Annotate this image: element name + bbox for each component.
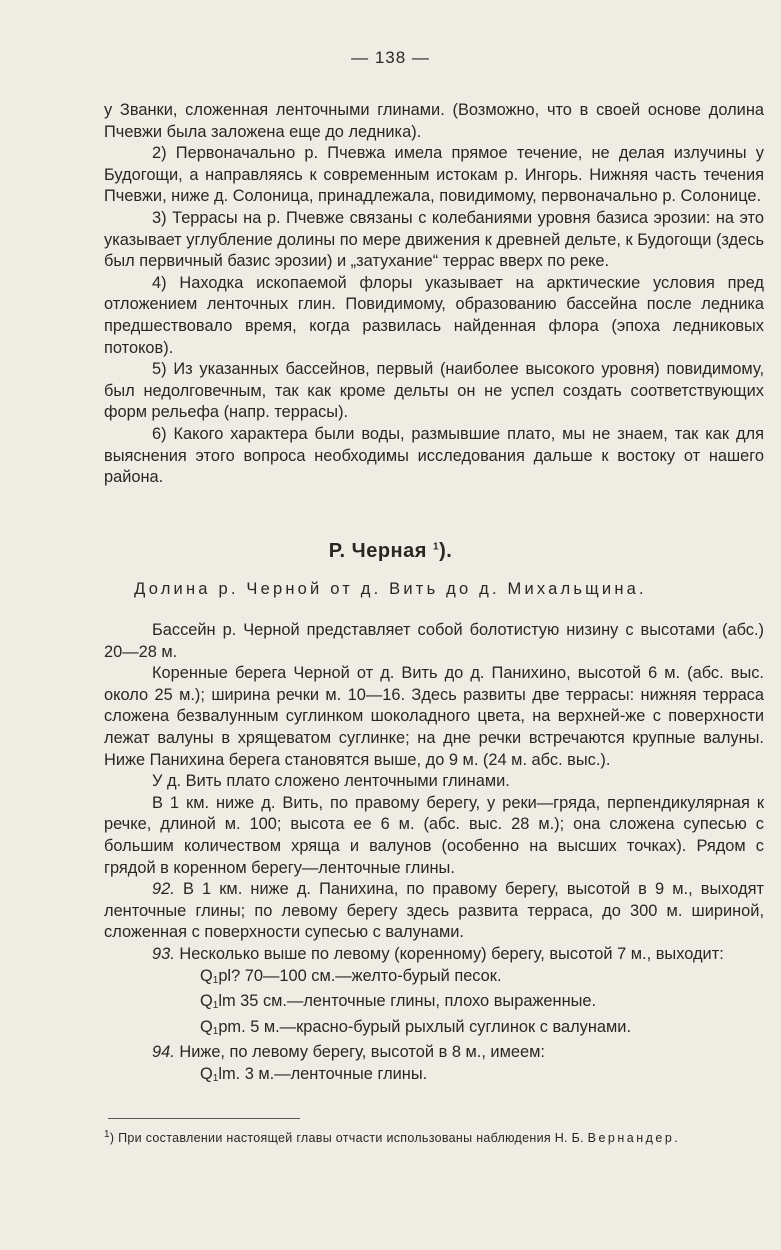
body-paragraph-basin: Бассейн р. Черной представляет собой болотистую низину с высотами (абс.) 20—28 м. xyxy=(104,621,764,661)
conclusion-item-4: 4) Находка ископаемой флоры указывает на арктические условия пред отложением ленточных глин. Повидимому, образованию бассейна после ледника предшествовало время, когда развилась найденная флора (эпоха ледниковых потоков). xyxy=(104,273,764,357)
layer-description: 70—100 см.—желто-бурый песок. xyxy=(240,966,502,985)
section-body xyxy=(104,620,764,1089)
layer-description: 35 см.—ленточные глины, плохо выраженные. xyxy=(235,992,597,1011)
conclusions-list xyxy=(104,100,764,489)
section-layer-3: $Q_1pm$. 5 м.—красно-бурый рыхлый суглинок с валунами. xyxy=(200,1017,632,1037)
layer-code: pl? xyxy=(218,966,241,985)
footnote-text: ) При составлении настоящей главы отчасти использованы наблюдения Н. Б. xyxy=(109,1131,588,1146)
page-number: — 138 — xyxy=(351,48,430,67)
body-paragraph-ridge: В 1 км. ниже д. Вить, по правому берегу, у реки—гряда, перпендикулярная к речке, длиной м. 100; высота ее 6 м. (абс. выс. 28 м.); она сложена супесью с большим количеством хряща и валунов (особенно на высших точках). Рядом с грядой в коренном берегу—ленточные глины. xyxy=(104,793,764,877)
section-subtitle: Долина р. Черной от д. Вить до д. Михальщина. xyxy=(134,580,647,598)
section-title-suffix: ). xyxy=(439,540,453,562)
layer-description: 3 м.—ленточные глины. xyxy=(240,1064,428,1083)
layer-code: lm xyxy=(218,992,236,1011)
observation-text: Несколько выше по левому (коренному) берегу, высотой 7 м., выходит: xyxy=(179,944,724,963)
conclusion-item-3: 3) Террасы на р. Пчевже связаны с колебаниями уровня базиса эрозии: на это указывает углубление долины по мере движения к древней дельте, к Будогощи (здесь был первичный базис эрозии) и „затухание“ террас вверх по реке. xyxy=(104,208,764,271)
conclusion-item-5: 5) Из указанных бассейнов, первый (наиболее высокого уровня) повидимому, был недолговечным, так как кроме дельты он не успел создать соответствующих форм рельефа (напр. террасы). xyxy=(104,360,764,422)
layer-code: lm. xyxy=(218,1064,241,1083)
observation-number: 94. xyxy=(152,1043,175,1062)
section-layer-2: $Q_1lm$ 35 см.—ленточные глины, плохо выраженные. xyxy=(200,992,597,1012)
footnote-marker: 1 xyxy=(104,1129,110,1140)
observation-text: В 1 км. ниже д. Панихина, по правому берегу, высотой в 9 м., выходят ленточные глины; по левому берегу здесь развита терраса, до 300 м. шириной, сложенная с поверхности супесью с валунами. xyxy=(104,880,764,942)
conclusion-item-6: 6) Какого характера были воды, размывшие плато, мы не знаем, так как для выяснения этого вопроса необходимы исследования дальше к востоку от нашего района. xyxy=(104,424,764,487)
layer-description: 5 м.—красно-бурый рыхлый суглинок с валунами. xyxy=(245,1017,632,1036)
body-paragraph-banks: Коренные берега Черной от д. Вить до д. Панихино, высотой 6 м. (абс. выс. около 25 м.); ширина речки м. 10—16. Здесь развиты две террасы: нижняя терраса сложена безвалунным суглинком шоколадного цвета, на верхней-же с поверхности лежат валуны в хрящеватом суглинке; на дне речки встречаются крупные валуны. Ниже Панихина берега становятся выше, до 9 м. (24 м. абс. выс.). xyxy=(104,664,764,769)
footnote-ref-marker: 1 xyxy=(433,541,440,553)
conclusion-item-2: 2) Первоначально р. Пчевжа имела прямое течение, не делая излучины у Будогощи, а направляясь к современным истокам р. Ингорь. Нижняя часть течения Пчевжи, ниже д. Солоница, принадлежала, повидимому, первоначально р. Солонице. xyxy=(104,144,764,206)
observation-number: 92. xyxy=(152,880,175,899)
observation-number: 93. xyxy=(152,944,175,963)
section-layer-1: $Q_1pl$? 70—100 см.—желто-бурый песок. xyxy=(200,966,502,986)
layer-code: pm. xyxy=(218,1017,246,1036)
footnote-author: Вернандер. xyxy=(587,1131,681,1146)
observation-text: Ниже, по левому берегу, высотой в 8 м., имеем: xyxy=(179,1043,545,1062)
section-layer-4: $Q_1lm$. 3 м.—ленточные глины. xyxy=(200,1064,428,1084)
observation-93 xyxy=(104,944,764,966)
body-paragraph-plateau: У д. Вить плато сложено ленточными глинами. xyxy=(152,772,510,791)
footnote-divider xyxy=(108,1118,300,1119)
paragraph-continuation: у Званки, сложенная ленточными глинами. (Возможно, что в своей основе долина Пчевжи была заложена еще до ледника). xyxy=(104,101,764,141)
section-title-text: Р. Черная xyxy=(328,540,427,562)
observation-94 xyxy=(104,1042,764,1064)
observation-92 xyxy=(104,879,764,944)
footnote xyxy=(104,1126,764,1147)
section-title xyxy=(0,540,781,563)
